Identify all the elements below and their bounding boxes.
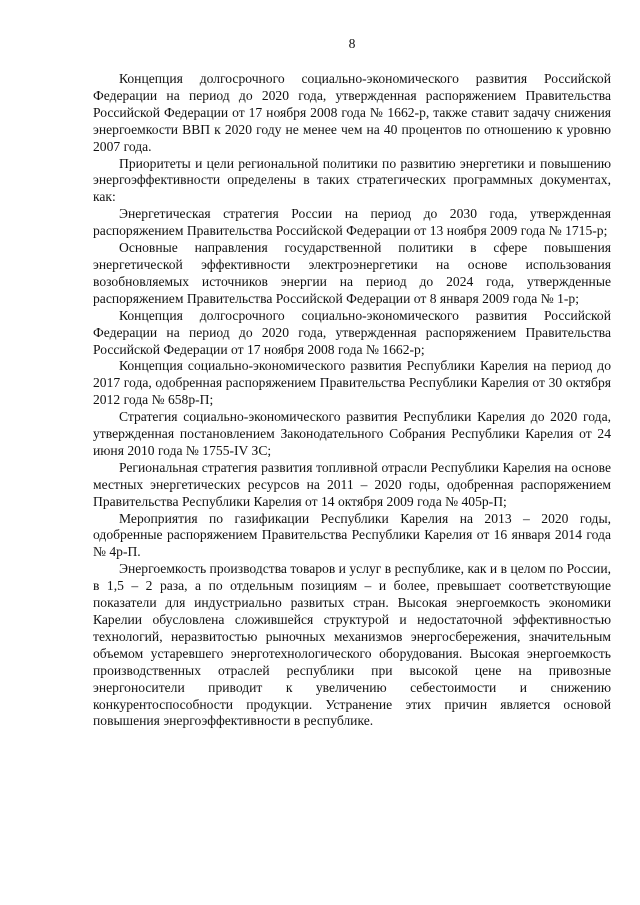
paragraph-energy-strategy-2030: Энергетическая стратегия России на период до 2030 года, утвержденная распоряжением Правительства Российской Федерации от 13 ноября 2009 года № 1715-р; <box>93 206 611 239</box>
paragraph-concept-2020-reference: Концепция долгосрочного социально-экономического развития Российской Федерации на период до 2020 года, утвержденная распоряжением Правительства Российской Федерации от 17 ноября 2008 года № 1662-р; <box>93 307 611 357</box>
page-number: 8 <box>348 36 356 51</box>
paragraph-concept-2020-goal: Концепция долгосрочного социально-экономического развития Российской Федерации на период до 2020 года, утвержденная распоряжением Правительства Российской Федерации от 17 ноября 2008 года № 1662-р, также ставит задачу снижения энергоемкости ВВП к 2020 году не менее чем на 40 процентов по отношению к уровню 2007 года. <box>93 71 611 154</box>
paragraph-priorities-intro: Приоритеты и цели региональной политики по развитию энергетики и повышению энергоэффективности определены в таких стратегических программных документах, как: <box>93 155 611 205</box>
paragraph-gasification-measures: Мероприятия по газификации Республики Карелия на 2013 – 2020 годы, одобренные распоряжением Правительства Республики Карелия от 16 января 2014 года № 4р-П. <box>93 510 611 560</box>
paragraph-renewable-energy-directions: Основные направления государственной политики в сфере повышения энергетической эффективности электроэнергетики на основе использования возобновляемых источников энергии на период до 2024 года, утвержденные распоряжением Правительства Российской Федерации от 8 января 2009 года № 1-р; <box>93 240 611 306</box>
paragraph-energy-intensity-analysis: Энергоемкость производства товаров и услуг в республике, как и в целом по России, в 1,5 – 2 раза, а по отдельным позициям – и более, превышает соответствующие показатели для индустриально развитых стран. Высокая энергоемкость экономики Карелии обусловлена сложившейся структурой и недостаточной эффективностью технологий, неразвитостью рыночных механизмов энергосбережения, значительным объемом устаревшего энерготехнологического оборудования. Высокая энергоемкость производственных отраслей республики при высокой цене на привозные энергоносители приводит к увеличению себестоимости и снижению конкурентоспособности продукции. Устранение этих причин является основой повышения энергоэффективности в республике. <box>93 561 611 729</box>
paragraph-fuel-industry-strategy: Региональная стратегия развития топливной отрасли Республики Карелия на основе местных энергетических ресурсов на 2011 – 2020 годы, одобренная распоряжением Правительства Республики Карелия от 14 октября 2009 года № 405р-П; <box>93 459 611 509</box>
paragraph-karelia-strategy-2020: Стратегия социально-экономического развития Республики Карелия до 2020 года, утвержденная постановлением Законодательного Собрания Республики Карелия от 24 июня 2010 года № 1755-IV ЗС; <box>93 409 611 458</box>
paragraph-karelia-concept-2017: Концепция социально-экономического развития Республики Карелия на период до 2017 года, одобренная распоряжением Правительства Республики Карелия от 30 октября 2012 года № 658р-П; <box>93 358 611 408</box>
